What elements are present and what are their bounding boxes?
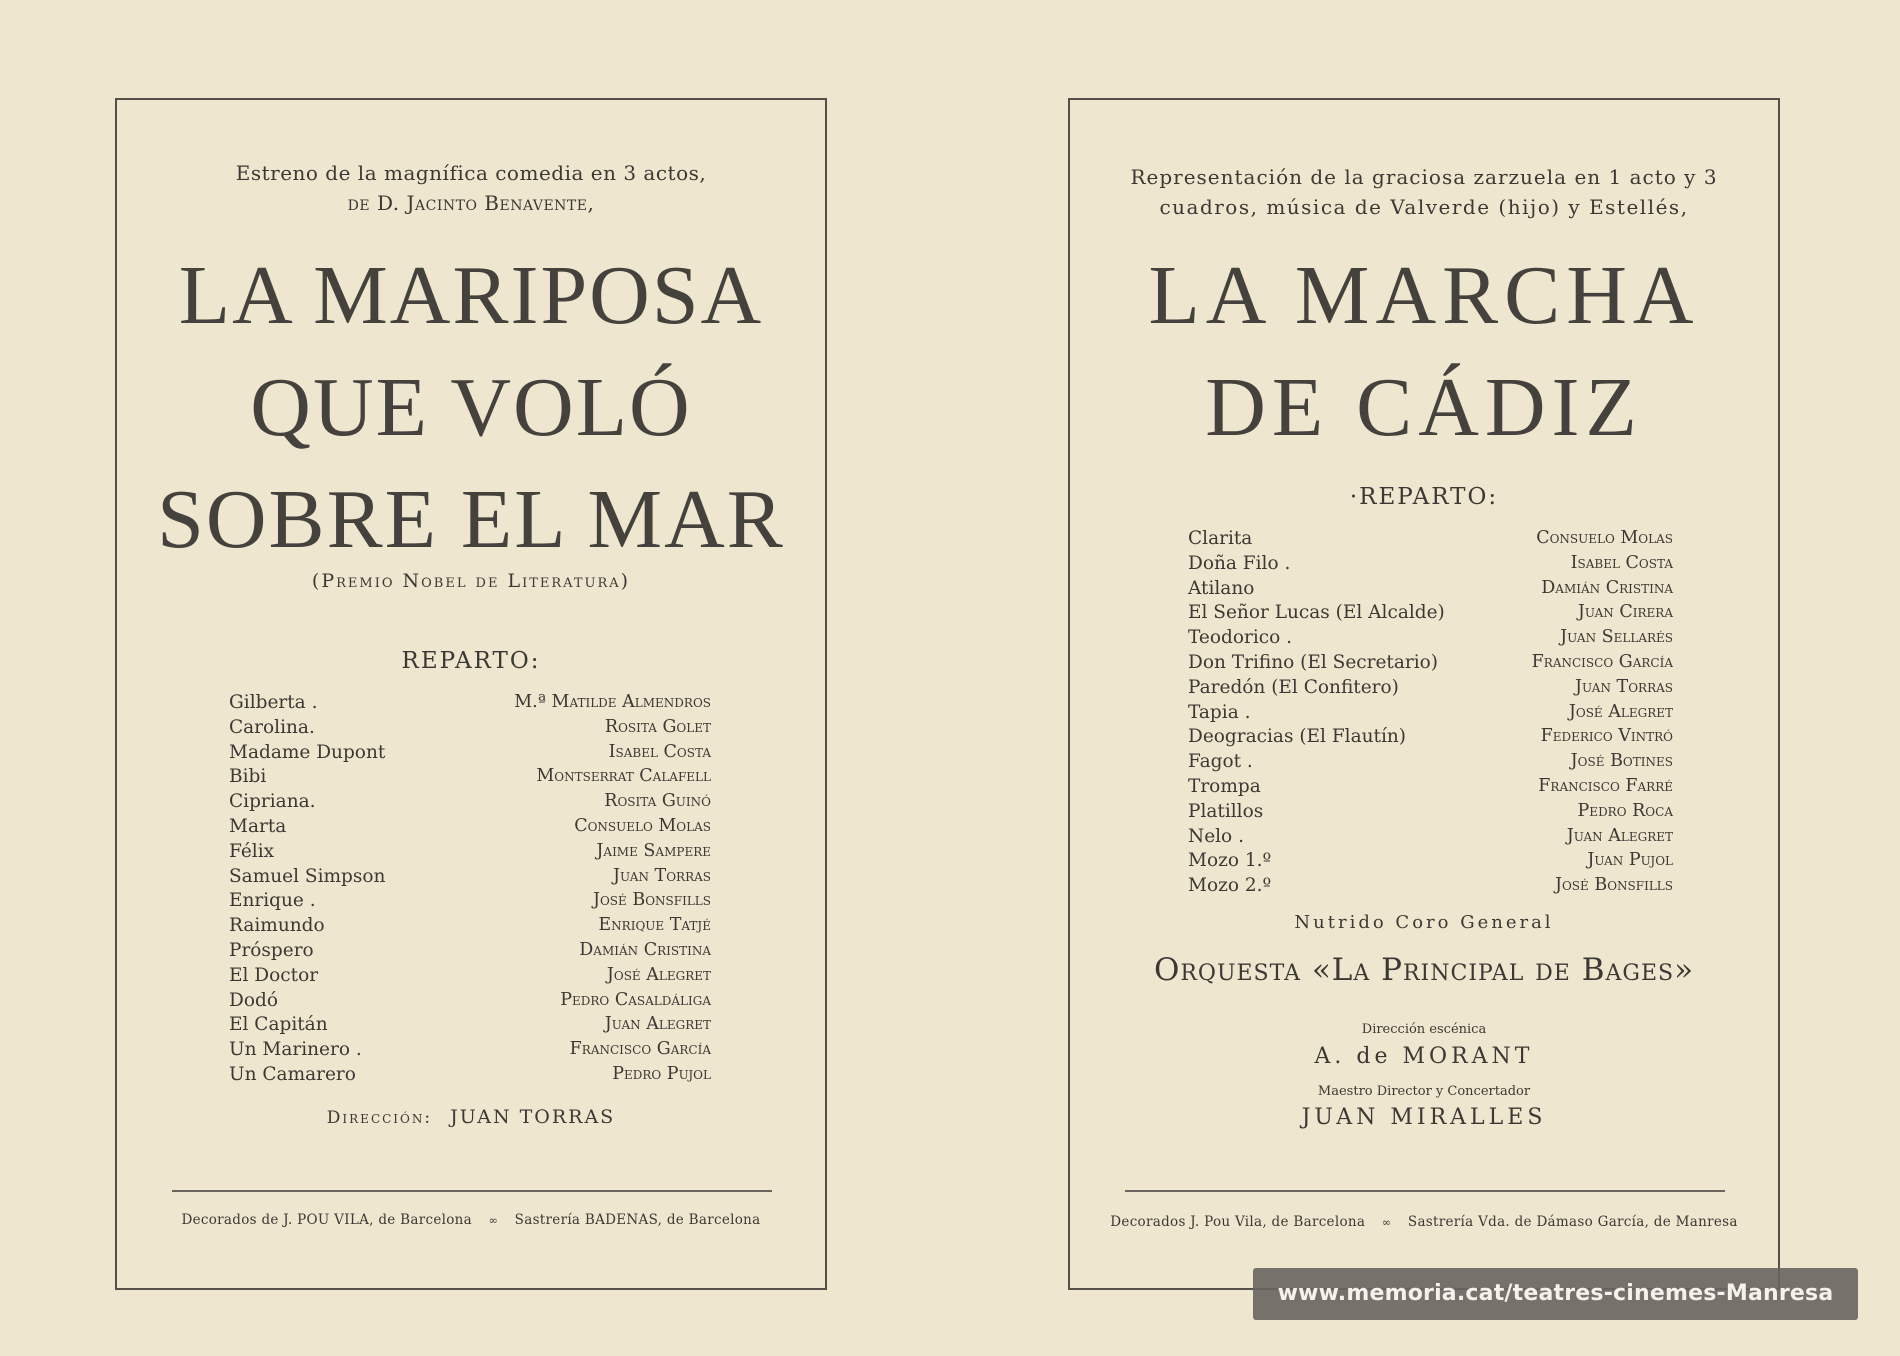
cast-role: El Señor Lucas (El Alcalde)	[1188, 602, 1445, 624]
cast-actor: Juan Pujol	[1587, 850, 1673, 871]
cast-row	[229, 965, 711, 990]
cast-row	[1188, 652, 1673, 677]
cast-row	[229, 717, 711, 742]
cast-row	[1188, 751, 1673, 776]
cast-role: Don Trifino (El Secretario)	[1188, 651, 1439, 673]
cast-actor: Juan Alegret	[604, 1014, 711, 1035]
cast-actor: Francisco García	[569, 1039, 711, 1060]
cast-actor: Isabel Costa	[1570, 552, 1673, 573]
cast-actor: José Bonsfills	[592, 890, 711, 911]
left-footer	[117, 1212, 825, 1228]
left-title-line: QUE VOLÓ	[250, 361, 692, 454]
cast-role: Un Camarero	[229, 1063, 356, 1085]
cast-role: Gilberta .	[229, 692, 318, 713]
cast-actor: Pedro Pujol	[612, 1063, 711, 1084]
cast-actor: Francisco García	[1531, 651, 1673, 672]
cast-actor: Rosita Guinó	[604, 791, 711, 812]
cast-actor: Jaime Sampere	[596, 840, 711, 861]
cast-row	[229, 890, 711, 915]
right-divider	[1125, 1190, 1725, 1192]
cast-actor: Consuelo Molas	[1536, 528, 1673, 548]
cast-row	[1188, 627, 1673, 652]
right-footer-decorados: Decorados J. Pou Vila, de Barcelona	[1110, 1214, 1366, 1230]
left-title	[117, 240, 825, 576]
right-cast-list	[1188, 528, 1673, 900]
cast-actor: Rosita Golet	[604, 716, 711, 737]
cast-role: Nelo .	[1188, 825, 1244, 847]
right-footer	[1070, 1214, 1778, 1230]
right-title	[1070, 240, 1778, 464]
cast-row	[229, 816, 711, 841]
cast-role: Un Marinero .	[229, 1039, 362, 1061]
cast-actor: Enrique Tatjé	[598, 915, 711, 936]
left-intro-line1: Estreno de la magnífica comedia en 3 actos,	[235, 161, 707, 185]
cast-row	[1188, 528, 1673, 553]
cast-role: Samuel Simpson	[229, 865, 386, 887]
cast-row	[1188, 553, 1673, 578]
footer-separator-icon: ∞	[1381, 1216, 1392, 1229]
cast-actor: Juan Torras	[1575, 676, 1673, 697]
right-stage-direction-label: Dirección escénica	[1361, 1022, 1487, 1037]
right-intro	[1090, 162, 1758, 222]
cast-role: Bibi	[229, 766, 267, 788]
cast-row	[1188, 875, 1673, 900]
right-maestro-label: Maestro Director y Concertador	[1317, 1084, 1531, 1099]
right-intro-line1: Representación de la graciosa zarzuela en 1 acto y 3	[1130, 165, 1718, 189]
cast-row	[229, 1014, 711, 1039]
cast-role: Teodorico .	[1188, 627, 1292, 649]
cast-actor: Juan Torras	[613, 865, 711, 886]
cast-role: Platillos	[1188, 800, 1264, 822]
cast-role: Paredón (El Confitero)	[1188, 676, 1399, 698]
cast-role: Mozo 1.º	[1188, 850, 1272, 872]
cast-row	[229, 866, 711, 891]
left-subtitle: (Premio Nobel de Literatura)	[311, 570, 631, 592]
cast-row	[229, 742, 711, 767]
cast-row	[229, 692, 711, 717]
left-title-line: SOBRE EL MAR	[157, 473, 785, 566]
cast-actor: Federico Vintró	[1540, 726, 1673, 747]
cast-row	[229, 766, 711, 791]
cast-role: Doña Filo .	[1188, 552, 1291, 574]
left-reparto-heading: REPARTO:	[401, 648, 541, 674]
cast-actor: José Bonsfills	[1554, 875, 1673, 896]
cast-row	[229, 915, 711, 940]
cast-role: Félix	[229, 840, 275, 862]
cast-actor: Pedro Roca	[1577, 800, 1673, 821]
cast-actor: José Alegret	[606, 964, 711, 985]
cast-role: Trompa	[1188, 775, 1261, 797]
cast-role: Clarita	[1188, 528, 1253, 549]
cast-row	[1188, 677, 1673, 702]
right-reparto-heading: ·REPARTO:	[1349, 484, 1499, 510]
cast-actor: José Alegret	[1568, 701, 1673, 722]
right-intro-line2: cuadros, música de Valverde (hijo) y Estellés,	[1159, 195, 1689, 219]
cast-role: Próspero	[229, 939, 314, 961]
right-chorus: Nutrido Coro General	[1294, 912, 1554, 933]
cast-actor: Consuelo Molas	[574, 815, 711, 836]
right-footer-sastreria: Sastrería Vda. de Dámaso García, de Manresa	[1407, 1214, 1738, 1230]
left-program-panel	[115, 98, 827, 1290]
cast-row	[229, 940, 711, 965]
cast-role: Fagot .	[1188, 751, 1253, 773]
left-footer-sastreria: Sastrería BADENAS, de Barcelona	[514, 1212, 761, 1228]
cast-row	[1188, 602, 1673, 627]
cast-row	[229, 990, 711, 1015]
cast-actor: M.ª Matilde Almendros	[514, 692, 711, 712]
cast-role: Carolina.	[229, 716, 315, 738]
cast-row	[1188, 801, 1673, 826]
right-maestro-name: JUAN MIRALLES	[1301, 1105, 1547, 1130]
left-cast-list	[229, 692, 711, 1089]
cast-row	[229, 1064, 711, 1089]
left-direction-name: JUAN TORRAS	[450, 1106, 616, 1128]
cast-row	[229, 791, 711, 816]
cast-actor: Francisco Farré	[1538, 775, 1673, 796]
cast-role: El Capitán	[229, 1014, 328, 1036]
right-title-line: LA MARCHA	[1148, 249, 1700, 342]
left-intro-line2: de D. Jacinto Benavente,	[347, 191, 595, 215]
cast-role: Raimundo	[229, 915, 325, 937]
left-divider	[172, 1190, 772, 1192]
cast-row	[1188, 702, 1673, 727]
cast-role: Tapia .	[1188, 701, 1251, 723]
cast-row	[1188, 826, 1673, 851]
cast-role: Mozo 2.º	[1188, 875, 1272, 897]
cast-role: El Doctor	[229, 964, 319, 986]
cast-actor: Juan Sellarés	[1560, 627, 1673, 648]
cast-role: Cipriana.	[229, 791, 316, 813]
cast-actor: Montserrat Calafell	[536, 766, 711, 787]
cast-role: Marta	[229, 815, 287, 837]
cast-role: Deogracias (El Flautín)	[1188, 726, 1407, 748]
cast-actor: Damián Cristina	[579, 939, 711, 960]
cast-actor: Juan Cirera	[1577, 602, 1673, 623]
left-direction	[117, 1106, 825, 1128]
cast-role: Madame Dupont	[229, 741, 386, 763]
cast-actor: Juan Alegret	[1566, 825, 1673, 846]
cast-row	[229, 1039, 711, 1064]
right-program-panel	[1068, 98, 1780, 1290]
cast-role: Atilano	[1188, 577, 1255, 599]
right-stage-direction-name: A. de MORANT	[1314, 1044, 1534, 1069]
cast-actor: José Botines	[1570, 751, 1673, 772]
footer-separator-icon: ∞	[488, 1214, 499, 1227]
cast-row	[1188, 850, 1673, 875]
cast-row	[229, 841, 711, 866]
cast-actor: Isabel Costa	[608, 741, 711, 762]
cast-row	[1188, 776, 1673, 801]
left-direction-label: Dirección:	[326, 1108, 433, 1128]
left-footer-decorados: Decorados de J. POU VILA, de Barcelona	[181, 1212, 473, 1228]
right-title-line: DE CÁDIZ	[1205, 361, 1643, 454]
cast-role: Enrique .	[229, 890, 316, 912]
cast-role: Dodó	[229, 989, 278, 1011]
cast-actor: Damián Cristina	[1541, 577, 1673, 598]
cast-row	[1188, 578, 1673, 603]
left-intro	[137, 158, 805, 218]
right-orchestra: Orquesta «La Principal de Bages»	[1153, 952, 1695, 988]
left-title-line: LA MARIPOSA	[178, 249, 764, 342]
cast-actor: Pedro Casaldáliga	[560, 989, 711, 1010]
watermark-url: www.memoria.cat/teatres-cinemes-Manresa	[1253, 1268, 1858, 1320]
cast-row	[1188, 726, 1673, 751]
